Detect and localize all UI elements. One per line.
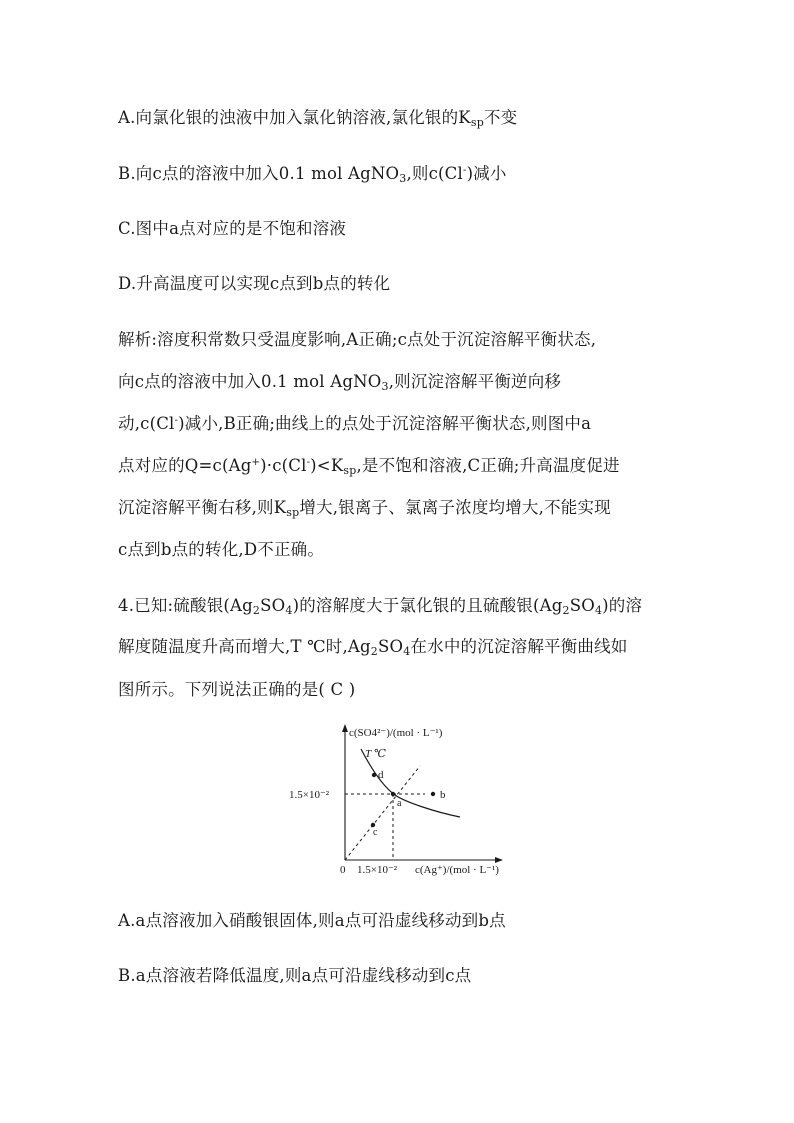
analysis-text: 沉淀溶解平衡右移,则K <box>118 498 287 517</box>
option-c: C.图中a点对应的是不饱和溶液 <box>118 219 347 238</box>
y-tick-label: 1.5×10⁻² <box>289 789 330 801</box>
superscript: + <box>251 457 261 468</box>
option-b-text: B.向c点的溶液中加入0.1 mol AgNO <box>118 164 400 183</box>
analysis-line-5 <box>118 494 611 519</box>
subscript: 4 <box>403 645 411 658</box>
analysis-line-3 <box>118 410 591 434</box>
subscript: 3 <box>381 380 389 393</box>
superscript: - <box>174 415 179 426</box>
question4-line-1 <box>118 592 642 617</box>
x-axis-arrow <box>495 857 503 863</box>
subscript: 4 <box>285 604 293 617</box>
option-b-mid: ,则c(Cl <box>406 164 463 183</box>
question-text: SO <box>377 637 404 656</box>
point-a-label: a <box>397 798 402 809</box>
subscript: 2 <box>370 645 378 658</box>
y-axis-label: c(SO4²⁻)/(mol · L⁻¹) <box>349 727 443 739</box>
analysis-text: 向c点的溶液中加入0.1 mol AgNO <box>118 372 382 391</box>
superscript: - <box>462 165 467 176</box>
superscript: - <box>306 457 311 468</box>
analysis-text: 动,c(Cl <box>118 414 175 433</box>
analysis-text: )<K <box>310 456 344 475</box>
point-b-label: b <box>440 789 446 801</box>
temperature-label: T ℃ <box>365 748 386 760</box>
ksp-subscript: sp <box>286 506 300 519</box>
x-tick-label: 1.5×10⁻² <box>357 864 398 876</box>
analysis-text: 点对应的Q=c(Ag <box>118 456 252 475</box>
option-a <box>118 104 517 129</box>
point-d <box>372 773 376 777</box>
analysis-line-2 <box>118 368 561 393</box>
analysis-line-4 <box>118 452 620 477</box>
solubility-figure <box>285 712 515 877</box>
origin-label: 0 <box>340 864 346 876</box>
analysis-text: ,是不饱和溶液,C正确;升高温度促进 <box>356 456 620 475</box>
analysis-text: )·c(Cl <box>260 456 307 475</box>
question-text: SO <box>260 596 286 615</box>
subscript: 2 <box>252 604 261 617</box>
question4-line-3: 图所示。下列说法正确的是( C ) <box>118 680 356 699</box>
option-a-text: A.向氯化银的浊液中加入氯化钠溶液,氯化银的K <box>118 108 471 127</box>
option-a-tail: 不变 <box>483 108 518 127</box>
subscript: 2 <box>562 604 570 617</box>
point-b <box>431 792 435 796</box>
option-d: D.升高温度可以实现c点到b点的转化 <box>118 274 391 293</box>
question-text: 4.已知:硫酸银(Ag <box>118 596 253 615</box>
option4-b: B.a点溶液若降低温度,则a点可沿虚线移动到c点 <box>118 966 472 985</box>
option4-a: A.a点溶液加入硝酸银固体,则a点可沿虚线移动到b点 <box>118 911 506 930</box>
analysis-text: ,则沉淀溶解平衡逆向移 <box>388 372 562 391</box>
point-c-label: c <box>373 827 378 838</box>
analysis-text: 增大,银离子、氯离子浓度均增大,不能实现 <box>299 498 611 517</box>
question-text: )的溶解度大于氯化银的且硫酸银(Ag <box>292 596 563 615</box>
y-axis-arrow <box>342 724 348 732</box>
x-axis-label: c(Ag⁺)/(mol · L⁻¹) <box>415 864 499 876</box>
analysis-line-6: c点到b点的转化,D不正确。 <box>118 540 325 559</box>
subscript: 4 <box>594 604 603 617</box>
question-text: )的溶 <box>602 596 643 615</box>
analysis-line-1: 解析:溶度积常数只受温度影响,A正确;c点处于沉淀溶解平衡状态, <box>118 330 597 349</box>
option-b-tail: )减小 <box>466 164 507 183</box>
question-text: 在水中的沉淀溶解平衡曲线如 <box>410 637 628 656</box>
point-a <box>391 792 395 796</box>
question-text: 解度随温度升高而增大,T ℃时,Ag <box>118 637 371 656</box>
subscript: 3 <box>399 172 407 185</box>
point-d-label: d <box>378 769 384 781</box>
ksp-subscript: sp <box>343 464 357 477</box>
option-b <box>118 160 507 185</box>
question-text: SO <box>569 596 595 615</box>
analysis-text: )减小,B正确;曲线上的点处于沉淀溶解平衡状态,则图中a <box>178 414 592 433</box>
ksp-subscript: sp <box>470 116 484 129</box>
question4-line-2 <box>118 633 628 658</box>
